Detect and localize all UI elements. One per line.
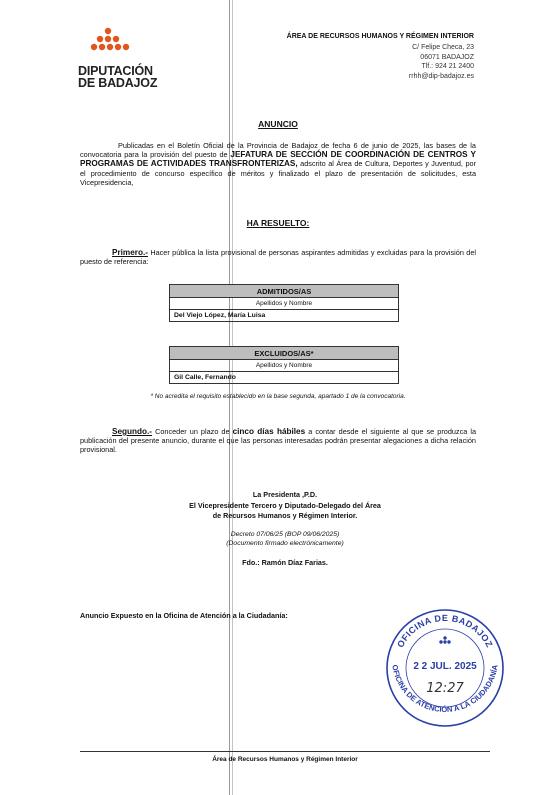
signature-line-1: La Presidenta ,P.D.	[252, 490, 318, 499]
signed-note: (Documento firmado electrónicamente)	[226, 540, 344, 547]
intro-text-2: adscrito al Área de Cultura, Deportes y Juventud, por el procedimiento de concurso específico de méritos y finalizado el plazo de presentación de solicitudes, esta Vicepresidencia,	[80, 159, 477, 187]
excluded-name: Gil Calle, Fernando	[170, 372, 399, 384]
excluded-table	[169, 346, 399, 384]
signer-name: Fdo.: Ramón Díaz Farias.	[242, 558, 328, 567]
segundo-text-2: a contar desde el siguiente al que se produzca la publicación del presente anuncio, durante el que las personas interesadas podrán presentar alegaciones a dicha relación provisional.	[80, 427, 477, 455]
footer-divider	[80, 751, 490, 752]
primero-paragraph	[80, 248, 476, 266]
admitted-subheader: Apellidos y Nombre	[170, 298, 399, 310]
footer-text: Área de Recursos Humanos y Régimen Interior	[212, 756, 358, 763]
exposed-note: Anuncio Expuesto en la Oficina de Atención a la Ciudadanía:	[80, 611, 288, 620]
signature-line-3: de Recursos Humanos y Régimen Interior.	[212, 511, 358, 520]
address-line: rrhh@dip-badajoz.es	[408, 72, 474, 80]
logo	[78, 26, 158, 89]
decree-block	[170, 530, 400, 548]
decree-text: Decreto 07/06/25 (BOP 09/06/2025)	[230, 531, 340, 538]
address-line: C/ Felipe Checa, 23	[412, 44, 474, 51]
logo-line-1: DIPUTACIÓN	[78, 64, 153, 78]
segundo-text: Conceder un plazo de	[152, 427, 233, 436]
office-stamp	[384, 607, 506, 729]
logo-mark-icon	[78, 26, 158, 60]
logo-line-2: DE BADAJOZ	[78, 76, 158, 90]
stamp-top-text: OFICINA DE BADAJOZ	[395, 612, 495, 650]
signature-block	[140, 490, 430, 522]
excluded-header: EXCLUIDOS/AS*	[170, 347, 399, 360]
job-title: JEFATURA DE SECCIÓN DE COORDINACIÓN DE CENTROS Y PROGRAMAS DE ACTIVIDADES TRANSFRONTERIZAS,	[80, 150, 476, 169]
page-title: ANUNCIO	[258, 119, 298, 129]
address-line: 06071 BADAJOZ	[420, 53, 474, 61]
excluded-subheader: Apellidos y Nombre	[170, 360, 399, 372]
admitted-header: ADMITIDOS/AS	[170, 285, 399, 298]
primero-text: Hacer pública la lista provisional de personas aspirantes admitidas y excluidas para la provisión del puesto de referencia:	[80, 248, 476, 267]
segundo-label: Segundo.-	[112, 427, 153, 436]
footnote: * No acredita el requisito establecido en la base segunda, apartado 1 de la convocatoria.	[150, 393, 406, 400]
svg-text:OFICINA DE BADAJOZ	[395, 613, 495, 649]
resolved-heading: HA RESUELTO:	[246, 218, 310, 228]
header-address	[214, 33, 474, 81]
stamp-bottom-text: OFICINA DE ATENCIÓN A LA CIUDADANÍA	[390, 663, 500, 715]
signature-line-2: El Vicepresidente Tercero y Diputado-Delegado del Área	[189, 500, 381, 510]
address-line: Tlf.: 924 21 2400	[421, 63, 474, 70]
segundo-paragraph	[80, 427, 476, 455]
primero-label: Primero.-	[112, 248, 148, 257]
deadline-text: cinco días hábiles	[232, 427, 306, 436]
admitted-table	[169, 284, 399, 322]
department-title: ÁREA DE RECURSOS HUMANOS Y RÉGIMEN INTERIOR	[286, 33, 474, 40]
stamp-time: 12:27	[426, 681, 464, 696]
admitted-name: Del Viejo López, María Luisa	[170, 310, 399, 322]
stamp-date: 2 2 JUL. 2025	[413, 661, 477, 672]
stamp-logo-icon	[439, 636, 450, 643]
table-row	[170, 310, 399, 322]
intro-text: Publicadas en el Boletín Oficial de la Provincia de Badajoz de fecha 6 de junio de 2025, las bases de la convocatoria para la provisión del puesto de	[80, 141, 476, 160]
table-row	[170, 372, 399, 384]
intro-paragraph	[80, 141, 476, 187]
